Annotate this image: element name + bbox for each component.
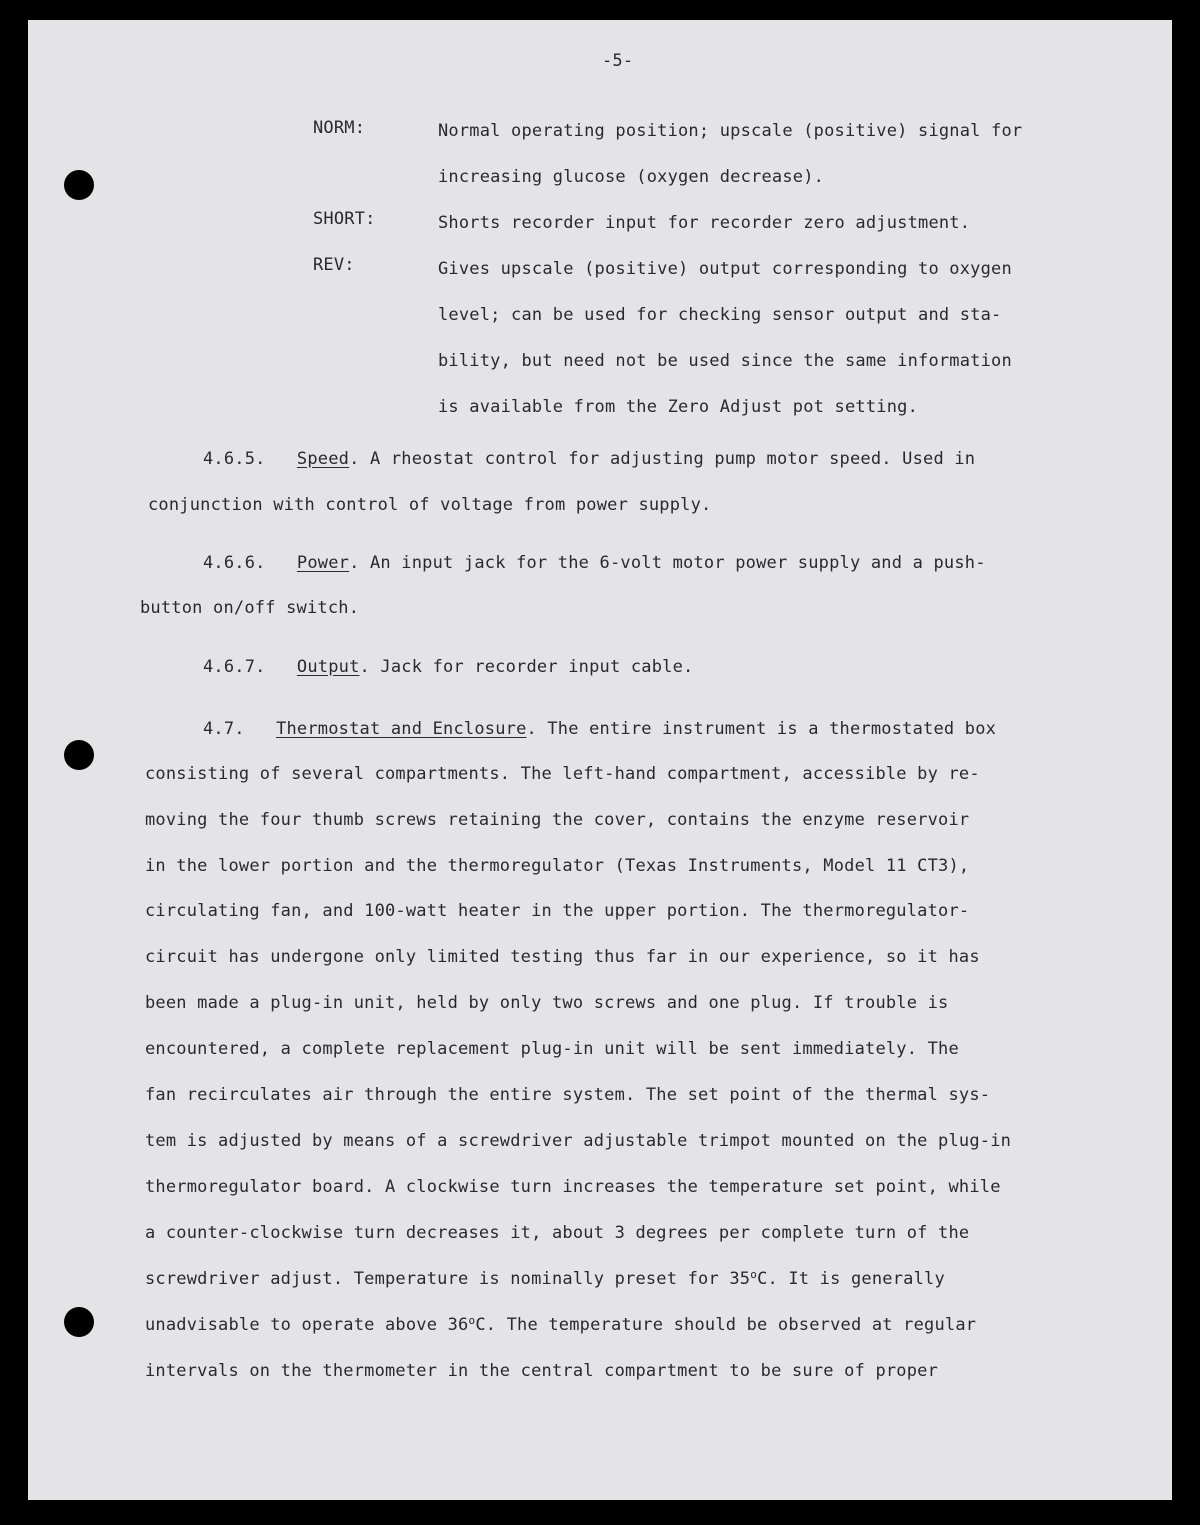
section-heading: Power: [296, 553, 350, 573]
document-page: [28, 20, 1172, 1500]
paragraph-text: . Jack for recorder input cable.: [359, 657, 694, 677]
paragraph-text: . An input jack for the 6-volt motor power supply and a push-: [349, 553, 986, 573]
section-heading: Output: [296, 657, 360, 677]
definition-line: level; can be used for checking sensor output and sta-: [438, 305, 1002, 325]
paragraph-text: C. It is generally: [757, 1269, 945, 1289]
section-paragraph: [203, 718, 996, 740]
paragraph-line: been made a plug-in unit, held by only two screws and one plug. If trouble is: [145, 993, 949, 1013]
section-paragraph: [203, 552, 986, 574]
page-number: -5-: [602, 51, 634, 71]
definition-line: Shorts recorder input for recorder zero adjustment.: [438, 213, 971, 233]
section-paragraph: [203, 656, 693, 678]
paragraph-line: in the lower portion and the thermoregulator (Texas Instruments, Model 11 CT3),: [145, 856, 970, 876]
degree-mark: o: [468, 1314, 476, 1327]
section-number: 4.6.5.: [203, 449, 266, 469]
definition-line: is available from the Zero Adjust pot setting.: [438, 397, 919, 417]
section-heading: Thermostat and Enclosure: [276, 719, 527, 739]
paragraph-text: . A rheostat control for adjusting pump motor speed. Used in: [349, 449, 976, 469]
section-number: 4.6.6.: [203, 553, 266, 573]
section-paragraph: [203, 448, 975, 470]
paragraph-line: tem is adjusted by means of a screwdriver adjustable trimpot mounted on the plug-in: [145, 1131, 1012, 1151]
paragraph-text: unadvisable to operate above 36: [145, 1315, 469, 1335]
paragraph-line: thermoregulator board. A clockwise turn increases the temperature set point, while: [145, 1177, 1001, 1197]
paragraph-line: fan recirculates air through the entire system. The set point of the thermal sys-: [145, 1085, 991, 1105]
section-number: 4.7.: [203, 719, 245, 739]
term-norm: NORM:: [313, 118, 366, 138]
paragraph-line: a counter-clockwise turn decreases it, about 3 degrees per complete turn of the: [145, 1223, 970, 1243]
definition-line: increasing glucose (oxygen decrease).: [438, 167, 825, 187]
term-short: SHORT:: [313, 209, 376, 229]
paragraph-line: encountered, a complete replacement plug-in unit will be sent immediately. The: [145, 1039, 959, 1059]
paragraph-line: [145, 1268, 945, 1290]
paragraph-line: [145, 1314, 976, 1336]
definition-line: bility, but need not be used since the same information: [438, 351, 1012, 371]
paragraph-line: button on/off switch.: [140, 598, 360, 618]
definition-line: Normal operating position; upscale (positive) signal for: [438, 121, 1023, 141]
paragraph-line: consisting of several compartments. The left-hand compartment, accessible by re-: [145, 764, 980, 784]
paragraph-line: conjunction with control of voltage from power supply.: [148, 495, 712, 515]
definition-line: Gives upscale (positive) output corresponding to oxygen: [438, 259, 1012, 279]
binder-hole: [64, 740, 94, 770]
paragraph-line: circuit has undergone only limited testing thus far in our experience, so it has: [145, 947, 980, 967]
paragraph-line: moving the four thumb screws retaining the cover, contains the enzyme reservoir: [145, 810, 970, 830]
paragraph-line: intervals on the thermometer in the central compartment to be sure of proper: [145, 1361, 939, 1381]
paragraph-line: circulating fan, and 100-watt heater in the upper portion. The thermoregulator-: [145, 901, 970, 921]
binder-hole: [64, 1307, 94, 1337]
term-rev: REV:: [313, 255, 355, 275]
paragraph-text: screwdriver adjust. Temperature is nominally preset for 35: [145, 1269, 751, 1289]
paragraph-text: C. The temperature should be observed at regular: [475, 1315, 977, 1335]
binder-hole: [64, 170, 94, 200]
section-heading: Speed: [296, 449, 350, 469]
paragraph-text: . The entire instrument is a thermostated box: [526, 719, 997, 739]
section-number: 4.6.7.: [203, 657, 266, 677]
degree-mark: o: [750, 1268, 758, 1281]
